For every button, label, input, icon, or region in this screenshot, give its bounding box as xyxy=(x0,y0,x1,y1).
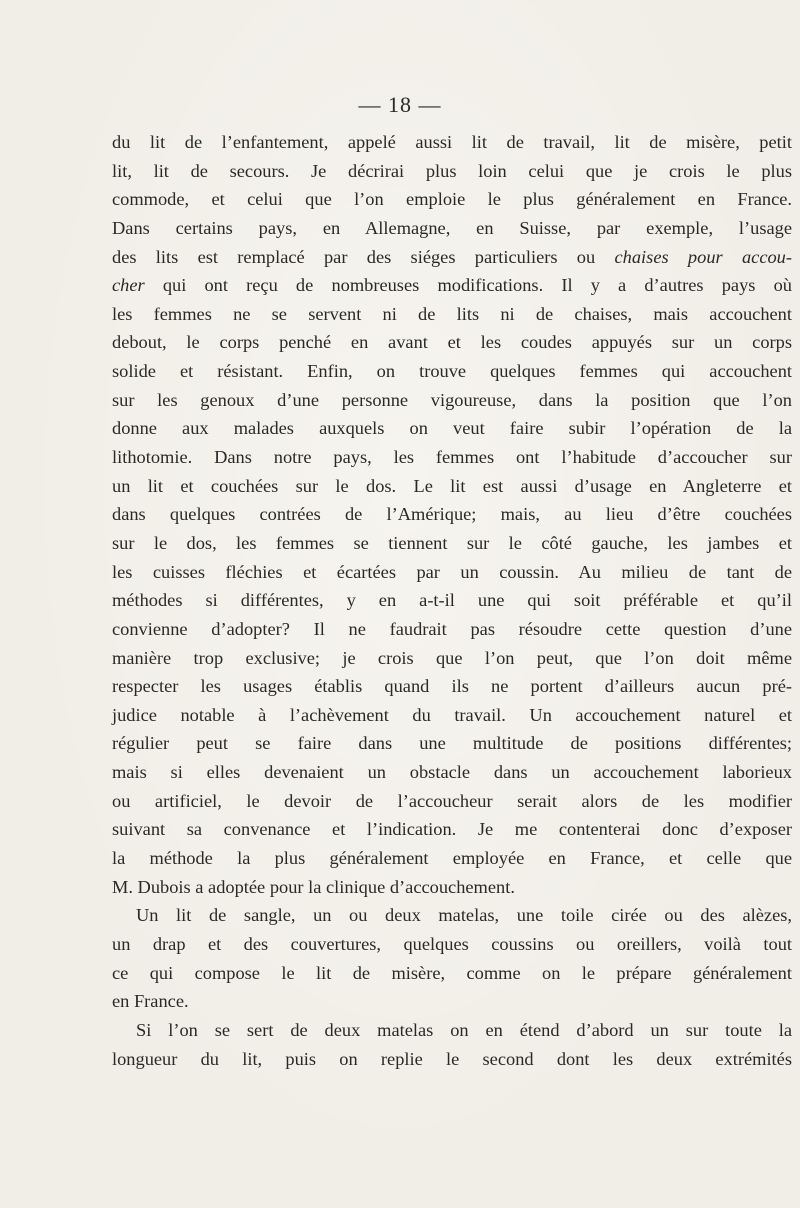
text-line: suivant sa convenance et l’indication. Je me contenterai donc d’exposer xyxy=(112,819,792,840)
italic-term: chaises pour accou- xyxy=(614,246,792,267)
text-line: en France. xyxy=(112,991,189,1012)
text-line: judice notable à l’achèvement du travail. Un accouchement naturel et xyxy=(112,704,792,725)
text-line: M. Dubois a adoptée pour la clinique d’accouchement. xyxy=(112,876,515,897)
text-segment: des lits est remplacé par des siéges particuliers ou xyxy=(112,246,615,267)
text-line: sur le dos, les femmes se tiennent sur le côté gauche, les jambes et xyxy=(112,532,792,553)
text-line: dans quelques contrées de l’Amérique; mais, au lieu d’être couchées xyxy=(112,504,792,525)
text-line: solide et résistant. Enfin, on trouve quelques femmes qui accouchent xyxy=(112,361,792,382)
text-line: Un lit de sangle, un ou deux matelas, une toile cirée ou des alèzes, xyxy=(136,905,792,926)
text-line: régulier peut se faire dans une multitude de positions différentes; xyxy=(112,733,792,754)
text-line: les cuisses fléchies et écartées par un coussin. Au milieu de tant de xyxy=(112,561,792,582)
text-line: un drap et des couvertures, quelques coussins ou oreillers, voilà tout xyxy=(112,933,792,954)
text-line: donne aux malades auxquels on veut faire subir l’opération de la xyxy=(112,418,792,439)
text-line: commode, et celui que l’on emploie le plus généralement en France. xyxy=(112,189,792,210)
text-line: la méthode la plus généralement employée en France, et celle que xyxy=(112,848,792,869)
text-line: les femmes ne se servent ni de lits ni de chaises, mais accouchent xyxy=(112,303,792,324)
text-line: longueur du lit, puis on replie le second dont les deux extrémités xyxy=(112,1048,792,1069)
text-line: méthodes si différentes, y en a-t-il une qui soit préférable et qu’il xyxy=(112,590,792,611)
text-line: manière trop exclusive; je crois que l’on peut, que l’on doit même xyxy=(112,647,792,668)
text-line: ou artificiel, le devoir de l’accoucheur serait alors de les modifier xyxy=(112,790,792,811)
page-number: — 18 — xyxy=(358,92,442,117)
text-line xyxy=(112,271,792,300)
text-line: sur les genoux d’une personne vigoureuse, dans la position que l’on xyxy=(112,389,792,410)
text-line: Dans certains pays, en Allemagne, en Suisse, par exemple, l’usage xyxy=(112,217,792,238)
text-line: mais si elles devenaient un obstacle dans un accouchement laborieux xyxy=(112,762,792,783)
text-segment: qui ont reçu de nombreuses modifications. Il y a d’autres pays où xyxy=(144,275,792,296)
text-line: un lit et couchées sur le dos. Le lit est aussi d’usage en Angleterre et xyxy=(112,475,792,496)
text-line: debout, le corps penché en avant et les coudes appuyés sur un corps xyxy=(112,332,792,353)
text-line: Si l’on se sert de deux matelas on en étend d’abord un sur toute la xyxy=(136,1019,792,1040)
text-line: respecter les usages établis quand ils ne portent d’ailleurs aucun pré- xyxy=(112,676,792,697)
text-line: du lit de l’enfantement, appelé aussi lit de travail, lit de misère, petit xyxy=(112,132,792,152)
italic-term: cher xyxy=(112,275,145,296)
text-line: ce qui compose le lit de misère, comme on le prépare généralement xyxy=(112,962,792,983)
text-line: lithotomie. Dans notre pays, les femmes ont l’habitude d’accoucher sur xyxy=(112,447,792,468)
text-line: convienne d’adopter? Il ne faudrait pas résoudre cette question d’une xyxy=(112,618,792,639)
text-line xyxy=(112,243,792,272)
text-line: lit, lit de secours. Je décrirai plus loin celui que je crois le plus xyxy=(112,160,792,181)
body-text xyxy=(112,128,792,1073)
